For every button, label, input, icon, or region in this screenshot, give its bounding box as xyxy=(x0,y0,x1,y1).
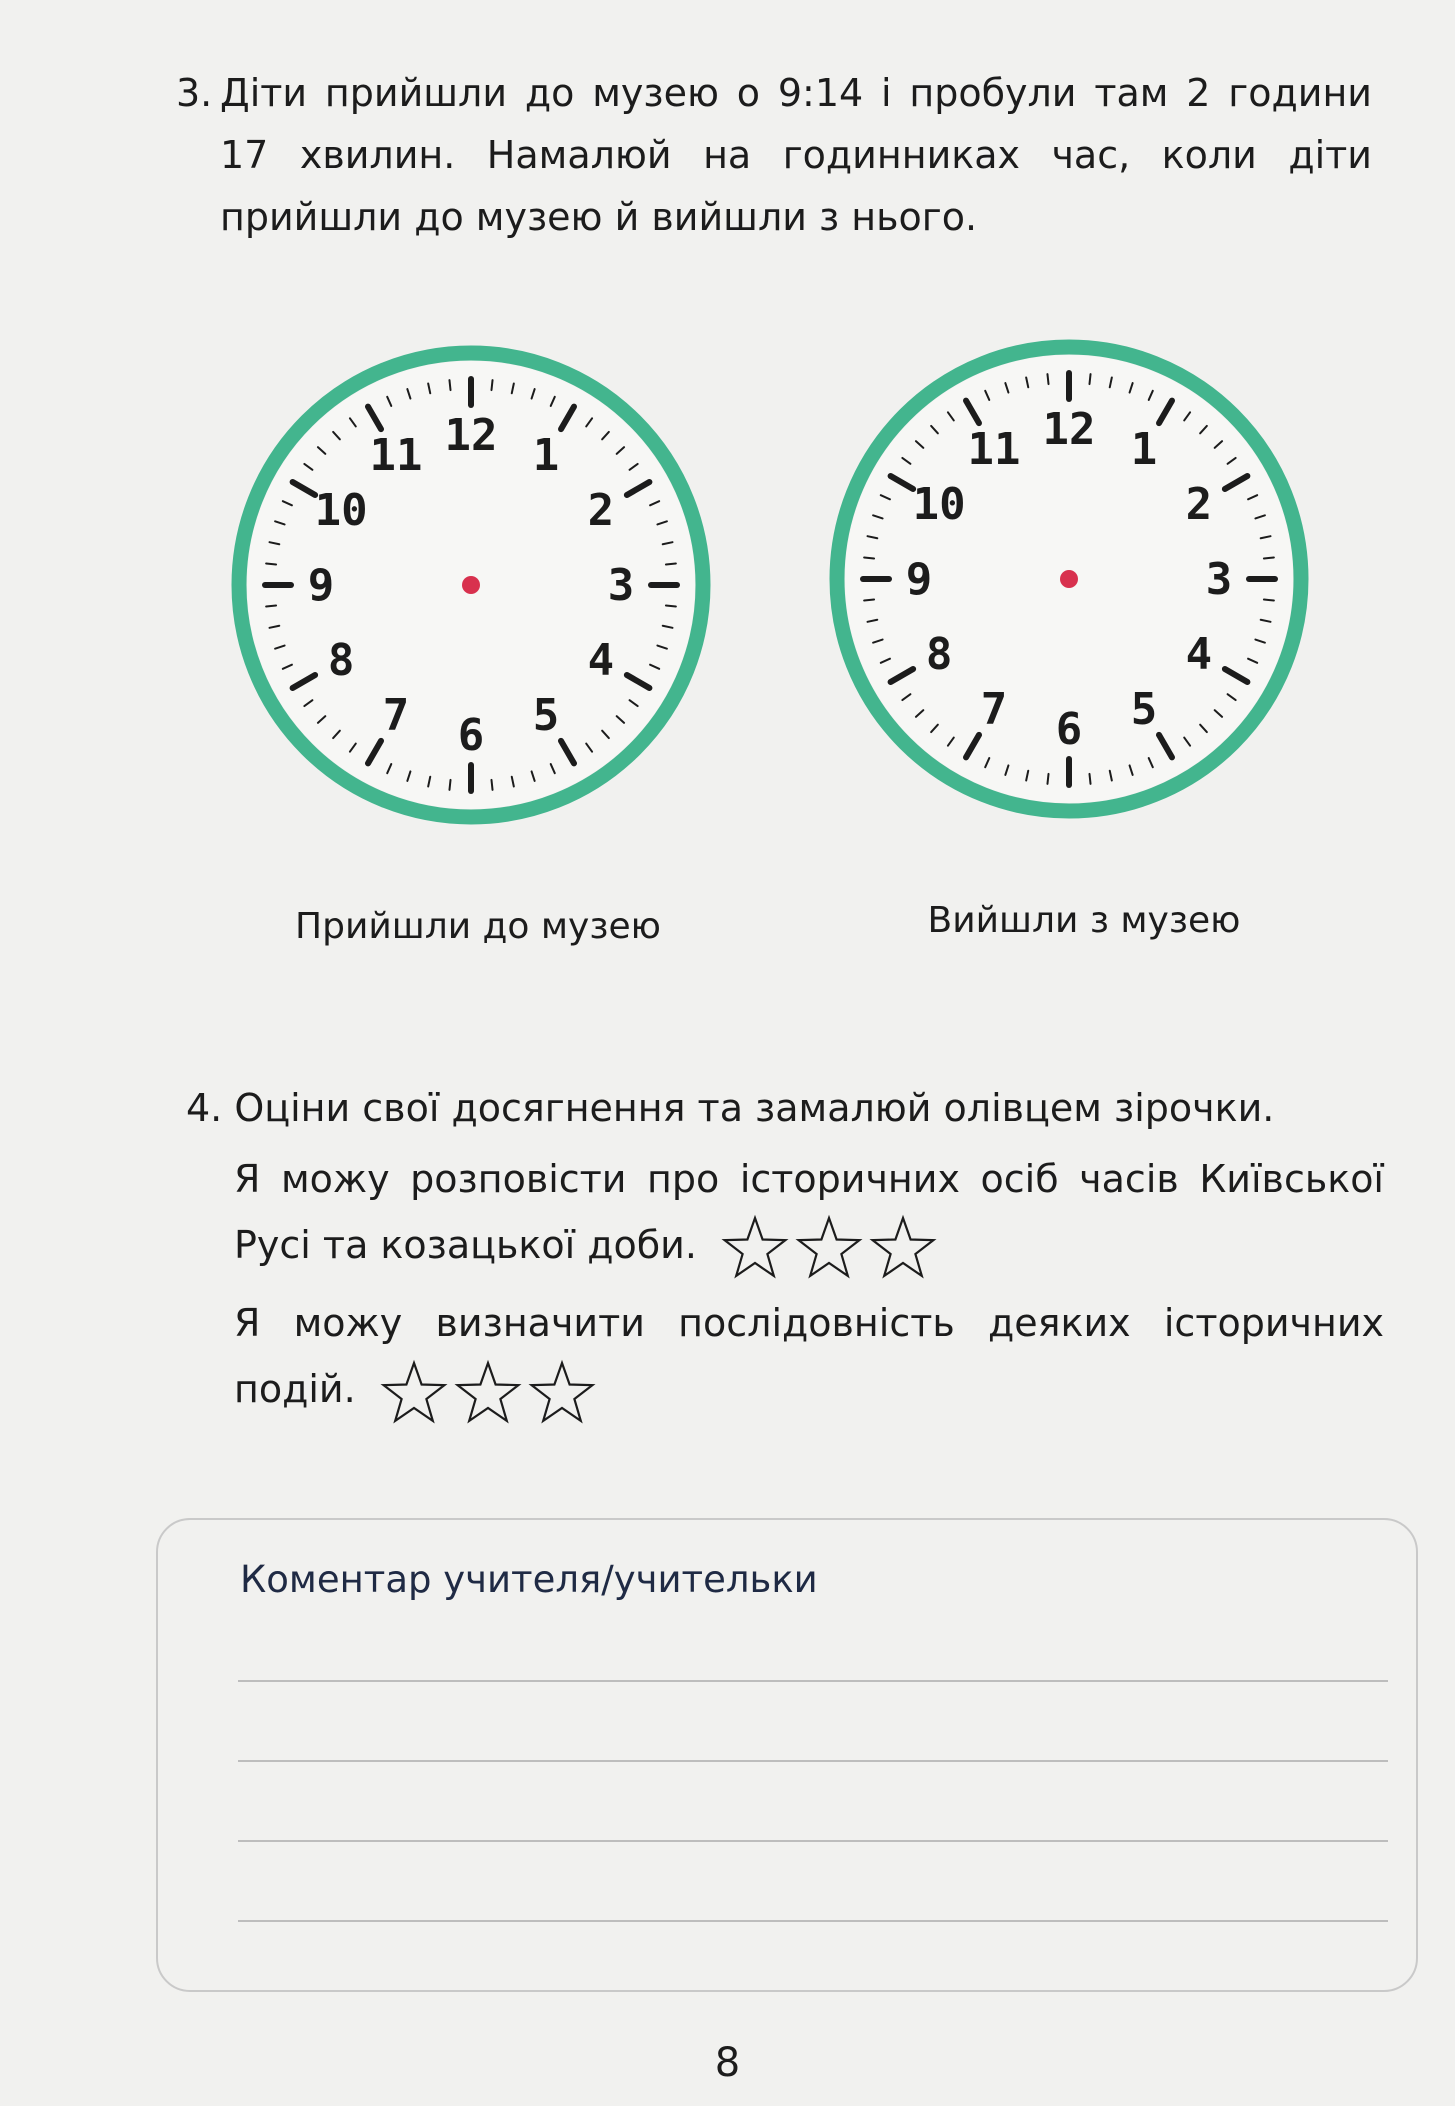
clock-face-arrival[interactable] xyxy=(226,340,716,830)
clock-number: 3 xyxy=(607,560,635,611)
comment-line[interactable] xyxy=(238,1760,1388,1762)
clock-center-dot xyxy=(462,576,480,594)
minute-tick xyxy=(266,605,276,606)
clock-arrival-caption: Прийшли до музею xyxy=(295,906,661,947)
minute-tick xyxy=(449,380,450,390)
minute-tick xyxy=(491,780,492,790)
star-icon[interactable] xyxy=(719,1214,791,1282)
skill-2 xyxy=(234,1290,1384,1426)
clock-number: 2 xyxy=(1185,479,1213,530)
clock-number: 8 xyxy=(925,629,953,680)
clock-face-departure[interactable] xyxy=(824,334,1314,824)
page-number: 8 xyxy=(714,2040,741,2086)
minute-tick xyxy=(491,380,492,390)
clock-number: 8 xyxy=(327,635,355,686)
clock-number: 5 xyxy=(532,689,560,741)
clock-number: 3 xyxy=(1205,554,1233,605)
minute-tick xyxy=(1089,374,1090,384)
task-3-number: 3. xyxy=(176,71,213,115)
skill-2-stars[interactable] xyxy=(378,1357,600,1427)
minute-tick xyxy=(864,557,874,558)
clock-number: 9 xyxy=(905,554,933,605)
clock-departure[interactable] xyxy=(824,334,1314,824)
minute-tick xyxy=(1047,774,1048,784)
clock-number: 4 xyxy=(587,635,615,686)
minute-tick xyxy=(1047,374,1048,384)
skill-1-stars[interactable] xyxy=(719,1213,941,1283)
comment-line[interactable] xyxy=(238,1680,1388,1682)
star-icon[interactable] xyxy=(793,1214,865,1282)
skill-1 xyxy=(234,1146,1384,1282)
minute-tick xyxy=(1264,557,1274,558)
teacher-comment-title: Коментар учителя/учительки xyxy=(240,1558,818,1601)
clock-number: 6 xyxy=(457,710,485,761)
minute-tick xyxy=(666,605,676,606)
clock-number: 2 xyxy=(587,485,615,536)
minute-tick xyxy=(1264,599,1274,600)
clock-number: 12 xyxy=(444,410,498,461)
clock-number: 7 xyxy=(382,689,410,741)
clock-departure-caption: Вийшли з музею xyxy=(927,900,1241,941)
task-4 xyxy=(186,1078,1386,1427)
clock-number: 1 xyxy=(1130,424,1158,476)
clock-number: 9 xyxy=(307,560,335,611)
minute-tick xyxy=(1089,774,1090,784)
task-3-text: Діти прийшли до музею о 9:14 і пробули там 2 години 17 хвилин. Намалюй на годинниках час, коли діти прийшли до музею й вийшли з нього. xyxy=(220,71,1372,239)
task-4-heading: 4. Оціни свої досягнення та замалюй олівцем зірочки. xyxy=(186,1086,1275,1130)
clock-number: 12 xyxy=(1042,404,1096,455)
star-icon[interactable] xyxy=(378,1359,450,1427)
clock-number: 11 xyxy=(369,430,423,482)
clock-number: 4 xyxy=(1185,629,1213,680)
clock-number: 10 xyxy=(912,479,966,530)
comment-line[interactable] xyxy=(238,1920,1388,1922)
clock-number: 5 xyxy=(1130,683,1158,735)
minute-tick xyxy=(266,563,276,564)
comment-line[interactable] xyxy=(238,1840,1388,1842)
clock-number: 11 xyxy=(967,424,1021,476)
teacher-comment-box xyxy=(156,1518,1418,1992)
star-icon[interactable] xyxy=(452,1359,524,1427)
clock-center-dot xyxy=(1060,570,1078,588)
clock-number: 7 xyxy=(980,683,1008,735)
skill-2-text: Я можу визначити послідовність деяких історичних подій. xyxy=(234,1301,1384,1412)
task-3 xyxy=(176,62,1372,248)
clock-number: 10 xyxy=(314,485,368,536)
minute-tick xyxy=(449,780,450,790)
star-icon[interactable] xyxy=(526,1359,598,1427)
minute-tick xyxy=(666,563,676,564)
clock-number: 1 xyxy=(532,430,560,482)
clock-arrival[interactable] xyxy=(226,340,716,830)
clock-number: 6 xyxy=(1055,704,1083,755)
minute-tick xyxy=(864,599,874,600)
star-icon[interactable] xyxy=(867,1214,939,1282)
skill-1-text: Я можу розповісти про історичних осіб часів Київської Русі та козацької доби. xyxy=(234,1157,1384,1267)
